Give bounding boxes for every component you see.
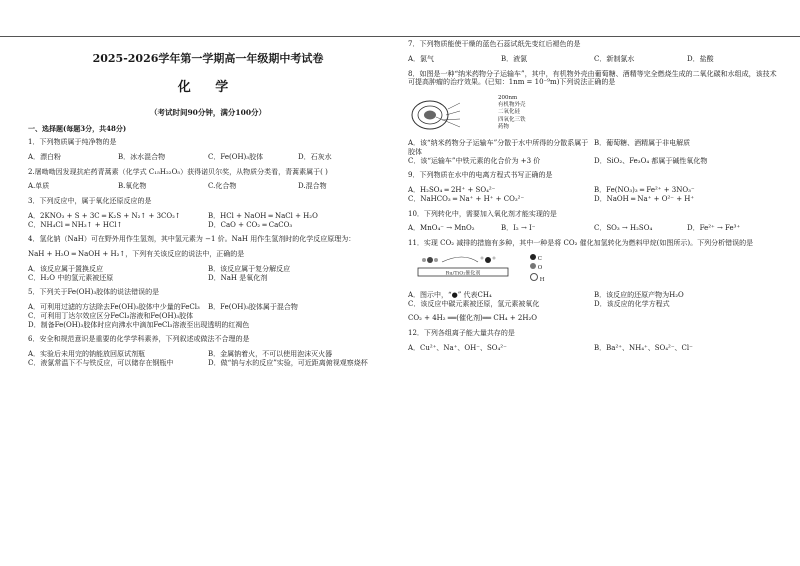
question-7: 7．下列物质能使干燥的蓝色石蕊试纸先变红后褪色的是: [408, 40, 581, 48]
question-3: 3．下列反应中，属于氧化还原反应的是: [28, 197, 152, 206]
question-8: 8．如图是一种“纳米药物分子运输车”，其中，有机物外壳由葡萄糖、酒精等完全燃烧生成的二氧化碳和水组成，该技术可提高肿瘤的治疗效果。(已知：1nm = 10⁻⁹m)下列说法正确的是: [408, 69, 777, 87]
option: A．氯气: [408, 54, 435, 63]
exam-title: 2025-2026学年第一学期高一年级期中考试卷: [92, 52, 324, 65]
option: D．做“钠与水的反应”实验，可近距离俯视观察烧杯: [208, 358, 368, 367]
option: D.混合物: [298, 182, 327, 191]
nanocarrier-labels: [498, 95, 526, 131]
option: D．NaH 是氧化剂: [208, 273, 268, 282]
option: C．NaHCO₃ ═ Na⁺ + H⁺ + CO₃²⁻: [408, 194, 525, 203]
legend-item: [530, 273, 545, 285]
option: A．Cu²⁺、Na⁺、OH⁻、SO₄²⁻: [408, 343, 507, 352]
option: B.氧化物: [118, 182, 147, 191]
question-3-options: [28, 212, 388, 230]
option: A．该“纳米药物分子运输车”分散于水中所得的分散系属于胶体: [408, 139, 589, 156]
option: C．新制氯水: [594, 54, 635, 63]
option: B．Fe(NO₃)₃ ═ Fe²⁺ + 3NO₃⁻: [594, 186, 695, 194]
question-11: 11．实现 CO₂ 减排的措施有多种，其中一种是将 CO₂ 催化加氢转化为燃料甲烷(如图所示)。下列分析错误的是: [408, 239, 754, 247]
question-4-options: [28, 265, 388, 283]
question-10: 10．下列转化中，需要加入氧化剂才能实现的是: [408, 209, 557, 218]
legend-label: C: [537, 255, 542, 262]
option: C．SO₃ → H₂SO₄: [594, 224, 653, 233]
question-6-options: [28, 350, 388, 368]
option: A．图示中，“●” 代表CH₄: [408, 290, 492, 299]
question-11-options: [408, 291, 780, 309]
legend-label: O: [537, 265, 543, 272]
option: A.单质: [28, 182, 50, 191]
option: B．该反应的还原产物为H₂O: [594, 290, 684, 299]
question-2: 2.屠呦呦因发现抗疟药青蒿素（化学式 C₁₅H₂₂O₅）获得诺贝尔奖，从物质分类看，青蒿素属于( ): [28, 167, 328, 176]
option: D．制备Fe(OH)₃胶体时应向沸水中滴加FeCl₃溶液至出现透明的红褐色: [28, 320, 250, 329]
option: C．NH₄Cl ═ NH₃↑ + HCl↑: [28, 220, 123, 229]
option: D．石灰水: [298, 152, 332, 161]
figure-label: 四氧化三铁: [498, 116, 526, 123]
option: A．实验后未用完的钠能放回原试剂瓶: [28, 350, 146, 359]
question-12-options: [408, 344, 780, 353]
co2-reaction-figure: [408, 254, 780, 285]
option: B．I₂ → I⁻: [501, 224, 536, 233]
option: C．液氯常温下不与铁反应，可以储存在钢瓶中: [28, 358, 174, 367]
question-11-equation: CO₂ + 4H₂ ══(催化剂)══ CH₄ + 2H₂O: [408, 314, 538, 323]
question-12: 12．下列各组离子能大量共存的是: [408, 329, 515, 338]
option: C.化合物: [208, 182, 237, 191]
nanocarrier-diagram: [408, 93, 488, 133]
catalyst-label: Ru/TiO₂催化剂: [445, 270, 481, 277]
question-9: 9．下列物质在水中的电离方程式书写正确的是: [408, 171, 553, 180]
option: A．漂白粉: [28, 152, 62, 161]
option: D．SiO₂、Fe₃O₄ 都属于碱性氧化物: [594, 156, 708, 165]
option: C．该“运输车”中铁元素的化合价为 +3 价: [408, 156, 541, 165]
option: B．Ba²⁺、NH₄⁺、SO₄²⁻、Cl⁻: [594, 343, 693, 352]
right-column: [408, 40, 780, 359]
section-heading: 一、选择题(每题3分，共48分): [28, 124, 127, 134]
question-5: 5．下列关于Fe(OH)₃胶体的说法错误的是: [28, 288, 160, 297]
option: B．液氯: [501, 54, 528, 63]
option: B．该反应属于复分解反应: [208, 264, 291, 273]
question-10-options: [408, 224, 780, 233]
option: A．可利用过滤的方法除去Fe(OH)₃胶体中少量的FeCl₃: [28, 303, 200, 312]
option: A．MnO₄⁻ → MnO₂: [408, 224, 475, 233]
option: B．冰水混合物: [118, 152, 166, 161]
question-2-options: [28, 182, 388, 191]
option: C．该反应中碳元素被还原，氢元素被氧化: [408, 299, 540, 308]
nanocarrier-figure: [408, 93, 780, 133]
question-9-options: [408, 186, 780, 204]
legend-item: [530, 254, 545, 264]
question-1: 1．下列物质属于纯净物的是: [28, 138, 117, 147]
option: D．盐酸: [687, 54, 714, 63]
figure-label: 二氧化硅: [498, 109, 521, 116]
left-column: [28, 40, 388, 374]
subject-title: 化 学: [177, 79, 239, 95]
option: B．HCl + NaOH ═ NaCl + H₂O: [208, 211, 318, 220]
option: B．Fe(OH)₃胶体属于混合物: [208, 303, 298, 312]
question-7-options: [408, 55, 780, 64]
option: A．2KNO₃ + S + 3C ═ K₂S + N₂↑ + 3CO₂↑: [28, 211, 181, 220]
figure-label: 200nm: [498, 95, 518, 102]
option: C．Fe(OH)₃胶体: [208, 152, 264, 161]
question-4: 4．氢化钠（NaH）可在野外用作生氢剂，其中氢元素为 −1 价。NaH 用作生氢剂时的化学反应原理为：: [28, 235, 356, 244]
option: A．H₂SO₄ ═ 2H⁺ + SO₄²⁻: [408, 186, 496, 194]
legend-item: [530, 263, 545, 273]
top-rule: [0, 36, 800, 37]
option: D．该反应的化学方程式: [594, 299, 670, 308]
legend-label: H: [539, 277, 545, 284]
option: C．H₂O 中的氢元素被还原: [28, 273, 114, 282]
option: D．Fe²⁺ → Fe³⁺: [687, 224, 741, 233]
option: C．可利用丁达尔效应区分FeCl₃溶液和Fe(OH)₃胶体: [28, 311, 194, 320]
exam-note: （考试时间90分钟，满分100分）: [149, 108, 267, 117]
figure-label: 药物: [498, 123, 510, 130]
atom-legend: [530, 254, 545, 285]
option: D．CaO + CO₂ ═ CaCO₃: [208, 220, 293, 229]
question-6: 6．安全和规范意识是重要的化学学科素养，下列叙述或做法不合理的是: [28, 335, 250, 344]
option: B．葡萄糖、酒精属于非电解质: [594, 139, 691, 147]
question-8-options: [408, 139, 780, 165]
figure-label: 有机物外壳: [498, 102, 526, 109]
question-5-options: [28, 303, 388, 329]
question-1-options: [28, 153, 388, 162]
option: A．该反应属于置换反应: [28, 264, 104, 273]
option: B．金属钠着火，不可以使用泡沫灭火器: [208, 350, 333, 359]
question-4-equation: NaH + H₂O ═ NaOH + H₂↑，下列有关该反应的说法中，正确的是: [28, 250, 245, 259]
catalyst-diagram: [408, 254, 518, 280]
option: D．NaOH ═ Na⁺ + O²⁻ + H⁺: [594, 194, 695, 203]
